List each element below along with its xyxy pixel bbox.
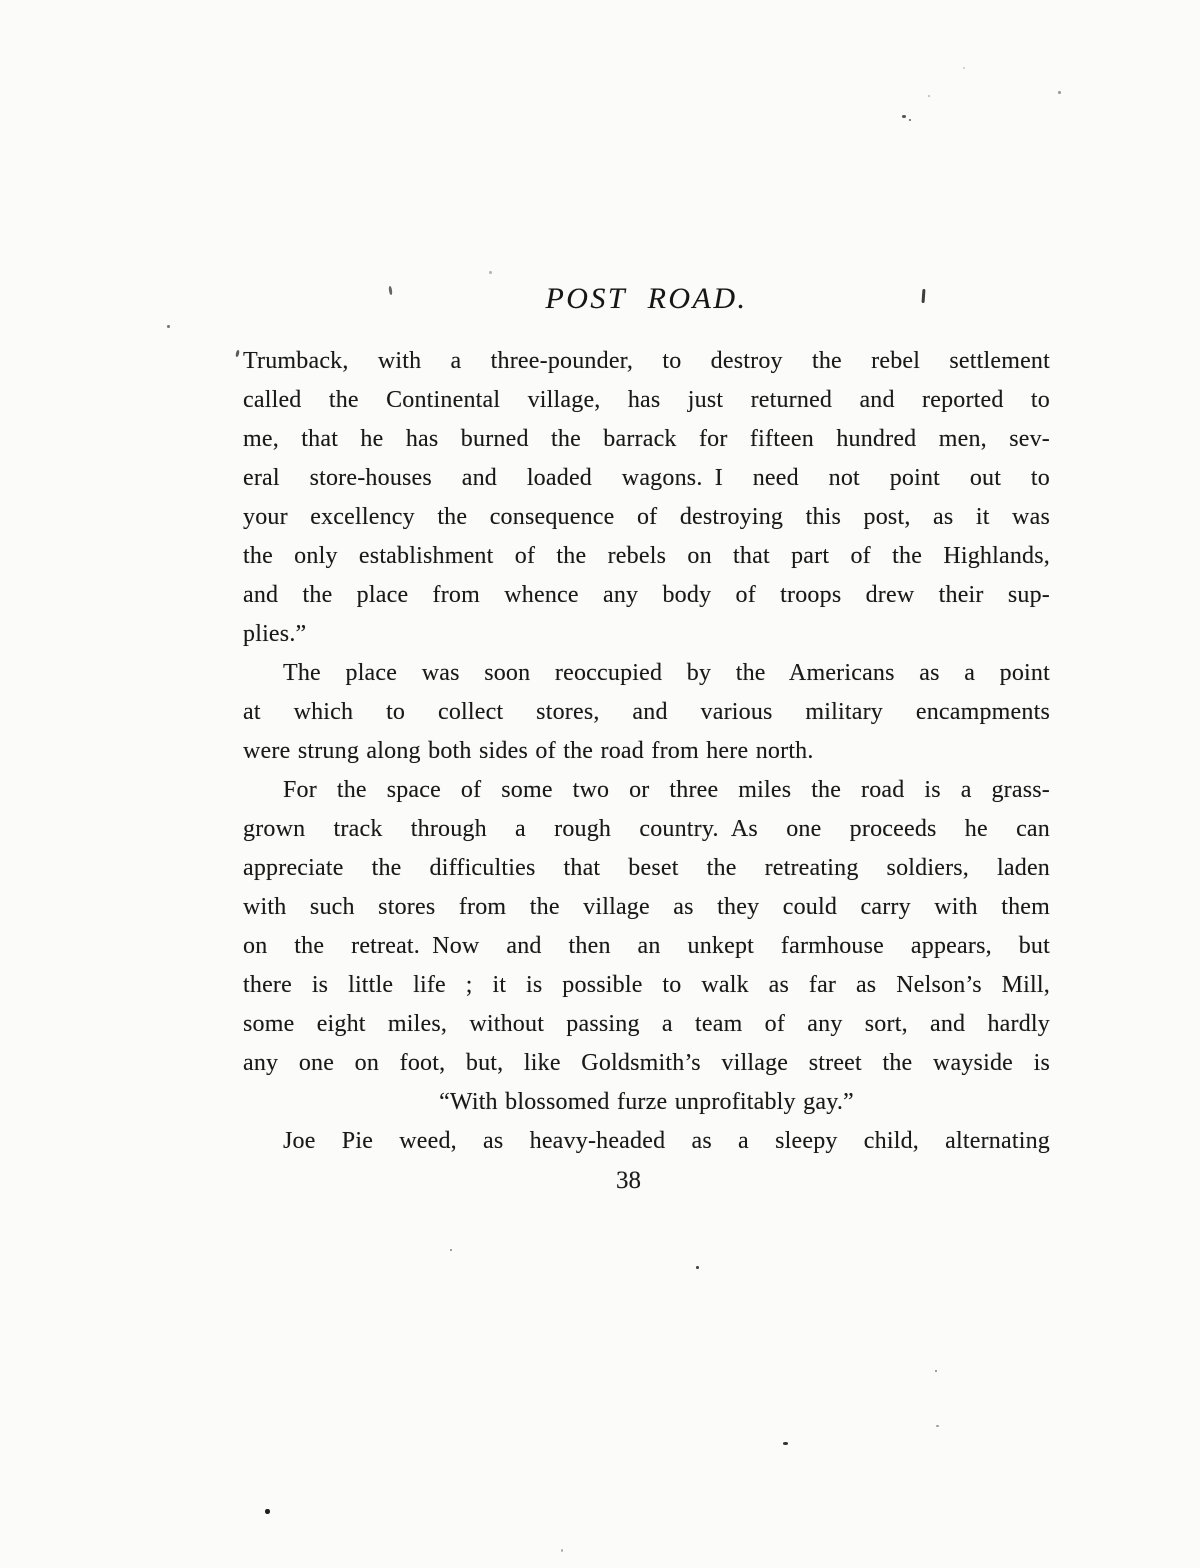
- scan-speck: [936, 1425, 939, 1427]
- scan-speck: [235, 350, 240, 358]
- scan-speck: [1058, 91, 1061, 94]
- scan-speck: [450, 1249, 452, 1251]
- scan-speck: [561, 1549, 563, 1552]
- text-line: appreciate the difficulties that beset the retreating soldiers, laden: [243, 855, 1050, 881]
- verse-quote-line: “With blossomed furze unprofitably gay.”: [439, 1089, 854, 1115]
- scan-speck: [902, 115, 906, 118]
- scan-speck: [265, 1509, 270, 1514]
- text-line: any one on foot, but, like Goldsmith’s village street the wayside is: [243, 1050, 1050, 1076]
- scan-speck: [783, 1442, 788, 1445]
- text-line: the only establishment of the rebels on that part of the Highlands,: [243, 543, 1050, 569]
- text-line: me, that he has burned the barrack for fifteen hundred men, sev-: [243, 426, 1050, 452]
- page-number: 38: [616, 1167, 641, 1194]
- text-line: some eight miles, without passing a team of any sort, and hardly: [243, 1011, 1050, 1037]
- text-line: on the retreat. Now and then an unkept farmhouse appears, but: [243, 933, 1050, 959]
- text-line: there is little life ; it is possible to walk as far as Nelson’s Mill,: [243, 972, 1050, 998]
- scan-speck: [909, 119, 911, 121]
- text-line: and the place from whence any body of troops drew their sup-: [243, 582, 1050, 608]
- text-line: at which to collect stores, and various military encampments: [243, 699, 1050, 725]
- text-line: were strung along both sides of the road from here north.: [243, 738, 814, 764]
- scan-speck: [696, 1266, 699, 1269]
- text-line: grown track through a rough country. As one proceeds he can: [243, 816, 1050, 842]
- text-line: eral store-houses and loaded wagons. I need not point out to: [243, 465, 1050, 491]
- text-line: plies.”: [243, 621, 307, 647]
- scan-speck: [489, 271, 492, 274]
- text-line: your excellency the consequence of destroying this post, as it was: [243, 504, 1050, 530]
- scan-speck: [935, 1370, 937, 1372]
- text-line: with such stores from the village as they could carry with them: [243, 894, 1050, 920]
- scan-speck: [167, 325, 170, 328]
- text-line: Joe Pie weed, as heavy-headed as a sleepy child, alternating: [283, 1128, 1050, 1154]
- scan-speck: [928, 95, 930, 97]
- text-line: Trumback, with a three-pounder, to destroy the rebel settlement: [243, 348, 1050, 374]
- scan-speck: [963, 67, 965, 69]
- running-head: POST ROAD.: [545, 282, 748, 315]
- text-line: For the space of some two or three miles the road is a grass-: [283, 777, 1050, 803]
- page-body-text: [243, 342, 1050, 1161]
- text-line: called the Continental village, has just returned and reported to: [243, 387, 1050, 413]
- text-line: The place was soon reoccupied by the Americans as a point: [283, 660, 1050, 686]
